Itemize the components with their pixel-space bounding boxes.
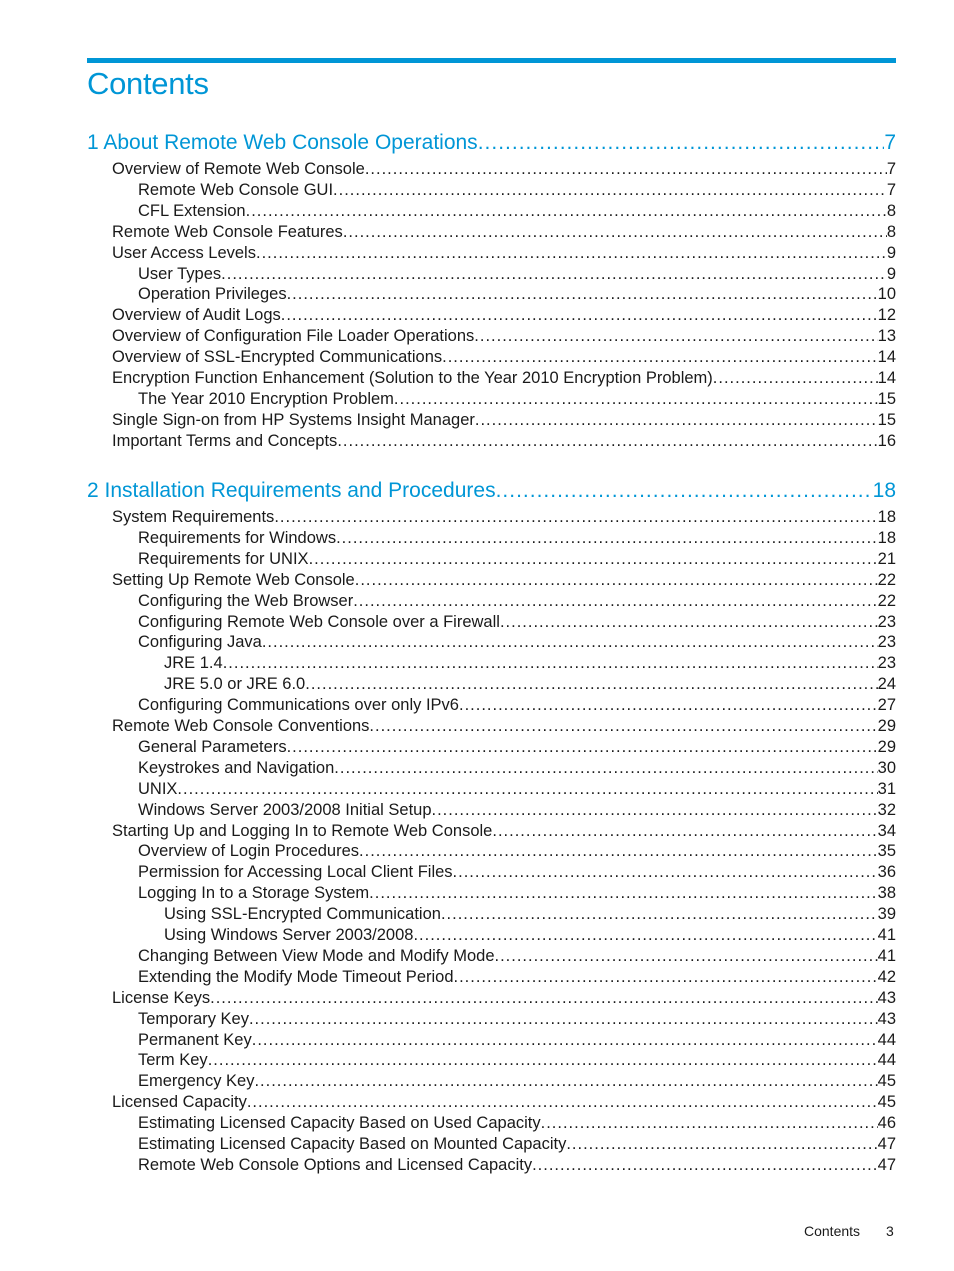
toc-entry-page-number: 27 <box>877 696 896 715</box>
toc-entry-title: The Year 2010 Encryption Problem <box>138 389 394 408</box>
toc-entry[interactable] <box>138 613 896 632</box>
toc-entry-page-number: 46 <box>877 1114 896 1133</box>
toc-entry-title: Setting Up Remote Web Console <box>112 570 355 589</box>
dot-leader <box>343 223 887 242</box>
toc-entry-title: Encryption Function Enhancement (Solution to the Year 2010 Encryption Problem) <box>112 369 713 387</box>
toc-entry-page-number: 24 <box>877 675 896 694</box>
toc-entry-title: Configuring Remote Web Console over a Firewall <box>138 612 500 631</box>
dot-leader <box>274 508 877 527</box>
toc-entry[interactable] <box>112 571 896 590</box>
dot-leader <box>441 905 878 924</box>
toc-entry[interactable] <box>112 327 896 346</box>
toc-entry[interactable] <box>138 181 896 200</box>
toc-entry-title: Configuring the Web Browser <box>138 591 354 610</box>
toc-entry[interactable] <box>138 801 896 820</box>
toc-entry[interactable] <box>138 1135 896 1154</box>
toc-entry[interactable] <box>112 223 896 242</box>
toc-entry[interactable] <box>138 947 896 966</box>
toc-entry-title: General Parameters <box>138 737 287 756</box>
dot-leader <box>369 717 877 736</box>
toc-entry-page-number: 38 <box>877 884 896 903</box>
toc-entry[interactable] <box>138 202 896 221</box>
toc-entry[interactable] <box>112 822 896 841</box>
toc-entry-title: Using Windows Server 2003/2008 <box>164 926 414 944</box>
toc-entry-page-number: 9 <box>886 264 896 283</box>
toc-entry-page-number: 23 <box>877 612 896 631</box>
chapter-page-number: 18 <box>872 479 896 502</box>
dot-leader <box>208 1051 878 1070</box>
toc-entry-title: Term Key <box>138 1051 208 1070</box>
toc-entry-page-number: 44 <box>877 1030 896 1049</box>
toc-entry-title: Emergency Key <box>138 1072 255 1091</box>
toc-entry[interactable] <box>112 160 896 179</box>
toc-entry-title: Single Sign-on from HP Systems Insight Manager <box>112 410 475 429</box>
dot-leader <box>355 571 878 590</box>
dot-leader <box>256 244 887 263</box>
toc-entry-title: Extending the Modify Mode Timeout Period <box>138 967 454 986</box>
toc-entry[interactable] <box>138 863 896 882</box>
toc-entry-page-number: 35 <box>877 842 896 861</box>
toc-entry-page-number: 15 <box>877 389 896 408</box>
toc-entry-title: Keystrokes and Navigation <box>138 758 335 777</box>
toc-entry[interactable] <box>112 432 896 451</box>
chapter-page-number: 7 <box>884 131 896 154</box>
toc-entry[interactable] <box>138 265 896 284</box>
toc-entry-title: Permanent Key <box>138 1030 252 1049</box>
toc-entry[interactable] <box>138 1072 896 1091</box>
dot-leader <box>474 327 877 346</box>
toc-entry-title: Requirements for UNIX <box>138 549 309 568</box>
toc-chapter-entry[interactable] <box>87 131 896 155</box>
toc-entry[interactable] <box>138 1156 896 1175</box>
toc-entry-title: Overview of Login Procedures <box>138 842 360 861</box>
toc-entry-page-number: 14 <box>877 348 896 367</box>
toc-entry-title: Windows Server 2003/2008 Initial Setup <box>138 800 432 819</box>
dot-leader <box>254 1072 877 1091</box>
toc-entry[interactable] <box>164 926 896 945</box>
footer-label: Contents <box>804 1223 861 1239</box>
dot-leader <box>223 654 878 673</box>
dot-leader <box>413 926 877 945</box>
toc-entry[interactable] <box>138 738 896 757</box>
toc-entry[interactable] <box>138 285 896 304</box>
toc-entry-page-number: 29 <box>877 737 896 756</box>
footer-page-number: 3 <box>886 1223 894 1239</box>
toc-entry-title: Remote Web Console Conventions <box>112 717 370 735</box>
chapter-title: 2 Installation Requirements and Procedures <box>87 479 496 502</box>
toc-entry-page-number: 34 <box>877 821 896 840</box>
dot-leader <box>454 968 878 987</box>
dot-leader <box>359 842 878 861</box>
dot-leader <box>713 369 878 388</box>
toc-entry-page-number: 45 <box>877 1072 896 1091</box>
toc-entry-page-number: 47 <box>877 1135 896 1153</box>
toc-entry-page-number: 8 <box>886 222 896 241</box>
toc-entry[interactable] <box>112 989 896 1008</box>
toc-entry-title: User Access Levels <box>112 243 256 262</box>
toc-entry-page-number: 7 <box>886 180 896 199</box>
dot-leader <box>287 738 878 757</box>
toc-entry-title: JRE 1.4 <box>164 654 223 673</box>
toc-entry-title: Estimating Licensed Capacity Based on Used Capacity <box>138 1114 541 1133</box>
toc-entry-title: Starting Up and Logging In to Remote Web Console <box>112 821 493 840</box>
toc-entry-title: Remote Web Console GUI <box>138 180 334 199</box>
toc-entry[interactable] <box>138 1051 896 1070</box>
toc-entry-title: License Keys <box>112 988 211 1007</box>
toc-entry-page-number: 42 <box>877 967 896 986</box>
dot-leader <box>478 131 885 155</box>
toc-entry-page-number: 45 <box>877 1093 896 1112</box>
toc-entry-title: Operation Privileges <box>138 285 287 304</box>
toc-entry-page-number: 8 <box>886 201 896 220</box>
dot-leader <box>246 202 887 221</box>
toc-entry-title: System Requirements <box>112 508 275 526</box>
toc-entry-title: Licensed Capacity <box>112 1093 247 1112</box>
dot-leader <box>394 390 878 409</box>
toc-entry-title: Using SSL-Encrypted Communication <box>164 905 441 924</box>
dot-leader <box>337 432 877 451</box>
dot-leader <box>249 1010 878 1029</box>
toc-entry-page-number: 16 <box>877 431 896 450</box>
toc-entry[interactable] <box>138 390 896 409</box>
toc-entry-page-number: 18 <box>877 528 896 547</box>
toc-entry-page-number: 29 <box>877 717 896 735</box>
toc-entry[interactable] <box>112 369 896 388</box>
toc-entry[interactable] <box>112 1093 896 1112</box>
toc-entry-page-number: 39 <box>877 905 896 924</box>
toc-entry[interactable] <box>138 780 896 799</box>
toc-entry-title: JRE 5.0 or JRE 6.0 <box>164 675 306 694</box>
toc-entry[interactable] <box>112 306 896 325</box>
toc-entry-page-number: 21 <box>877 549 896 568</box>
dot-leader <box>442 348 878 367</box>
toc-entry[interactable] <box>138 842 896 861</box>
dot-leader <box>309 550 878 569</box>
toc-entry-page-number: 44 <box>877 1051 896 1070</box>
toc-entry[interactable] <box>112 411 896 430</box>
toc-entry-title: Overview of SSL-Encrypted Communications <box>112 348 443 367</box>
dot-leader <box>496 479 873 503</box>
toc-entry[interactable] <box>138 529 896 548</box>
dot-leader <box>221 265 887 284</box>
toc-entry-title: Configuring Communications over only IPv6 <box>138 696 459 715</box>
title-rule <box>87 58 896 63</box>
toc-entry-page-number: 22 <box>877 591 896 610</box>
toc-entry-page-number: 31 <box>877 779 896 798</box>
dot-leader <box>495 947 878 966</box>
toc-entry[interactable] <box>164 675 896 694</box>
toc-entry-title: Remote Web Console Features <box>112 222 343 241</box>
dot-leader <box>453 863 878 882</box>
dot-leader <box>475 411 878 430</box>
dot-leader <box>252 1031 878 1050</box>
dot-leader <box>287 285 878 304</box>
toc-entry-title: Configuring Java <box>138 633 262 652</box>
toc-entry[interactable] <box>112 508 896 527</box>
dot-leader <box>353 592 877 611</box>
toc-entry-page-number: 15 <box>877 410 896 429</box>
dot-leader <box>210 989 878 1008</box>
dot-leader <box>566 1135 877 1154</box>
dot-leader <box>369 884 877 903</box>
toc-entry[interactable] <box>138 696 896 715</box>
toc-entry[interactable] <box>138 1010 896 1029</box>
toc-entry[interactable] <box>112 717 896 736</box>
toc-entry-page-number: 36 <box>877 863 896 882</box>
toc-chapter-entry[interactable] <box>87 479 896 503</box>
dot-leader <box>177 780 877 799</box>
toc-entry-page-number: 13 <box>877 327 896 346</box>
toc-entry-page-number: 43 <box>877 988 896 1007</box>
toc-entry-title: Overview of Audit Logs <box>112 306 281 325</box>
toc-entry[interactable] <box>138 884 896 903</box>
dot-leader <box>432 801 878 820</box>
toc-entry-page-number: 18 <box>877 508 896 526</box>
dot-leader <box>281 306 878 325</box>
toc-entry-title: UNIX <box>138 779 178 798</box>
toc-entry-title: Logging In to a Storage System <box>138 884 370 903</box>
toc-entry-page-number: 41 <box>877 926 896 944</box>
toc-entry-page-number: 14 <box>877 369 896 387</box>
dot-leader <box>334 759 877 778</box>
dot-leader <box>247 1093 878 1112</box>
toc-entry-page-number: 32 <box>877 800 896 819</box>
dot-leader <box>333 181 887 200</box>
toc-entry-page-number: 47 <box>877 1155 896 1174</box>
toc-entry-page-number: 41 <box>877 946 896 965</box>
toc-entry-title: Estimating Licensed Capacity Based on Mounted Capacity <box>138 1135 567 1153</box>
toc-entry[interactable] <box>164 905 896 924</box>
toc-entry-title: CFL Extension <box>138 201 246 220</box>
toc-entry[interactable] <box>138 550 896 569</box>
toc-entry-page-number: 22 <box>877 570 896 589</box>
toc-entry[interactable] <box>138 633 896 652</box>
toc-entry-page-number: 30 <box>877 758 896 777</box>
toc-entry-page-number: 23 <box>877 633 896 652</box>
toc-entry[interactable] <box>138 592 896 611</box>
dot-leader <box>365 160 887 179</box>
toc-entry-title: Important Terms and Concepts <box>112 431 338 450</box>
dot-leader <box>532 1156 878 1175</box>
dot-leader <box>500 613 878 632</box>
toc-entry-page-number: 23 <box>877 654 896 673</box>
toc-entry[interactable] <box>112 348 896 367</box>
toc-entry-page-number: 10 <box>877 285 896 304</box>
toc-entry[interactable] <box>138 1031 896 1050</box>
toc-entry-title: Changing Between View Mode and Modify Mode <box>138 946 495 965</box>
toc-entry-title: User Types <box>138 264 222 283</box>
toc-entry-page-number: 9 <box>886 243 896 262</box>
toc-entry[interactable] <box>112 244 896 263</box>
toc-entry[interactable] <box>138 968 896 987</box>
toc-entry-title: Overview of Remote Web Console <box>112 160 365 178</box>
toc-entry-title: Remote Web Console Options and Licensed Capacity <box>138 1155 533 1174</box>
toc-entry-title: Temporary Key <box>138 1009 249 1028</box>
toc-entry[interactable] <box>138 759 896 778</box>
toc-entry-page-number: 12 <box>877 306 896 325</box>
dot-leader <box>336 529 878 548</box>
dot-leader <box>459 696 878 715</box>
toc-entry-title: Requirements for Windows <box>138 528 337 547</box>
chapter-title: 1 About Remote Web Console Operations <box>87 131 478 154</box>
toc-entry[interactable] <box>164 654 896 673</box>
dot-leader <box>541 1114 878 1133</box>
toc-entry-page-number: 43 <box>877 1009 896 1028</box>
dot-leader <box>492 822 877 841</box>
toc-entry-title: Permission for Accessing Local Client Files <box>138 863 453 882</box>
page-title: Contents <box>87 66 209 101</box>
dot-leader <box>262 633 878 652</box>
toc-entry-title: Overview of Configuration File Loader Operations <box>112 327 475 346</box>
toc-entry[interactable] <box>138 1114 896 1133</box>
toc-entry-page-number: 7 <box>886 160 896 178</box>
dot-leader <box>305 675 877 694</box>
